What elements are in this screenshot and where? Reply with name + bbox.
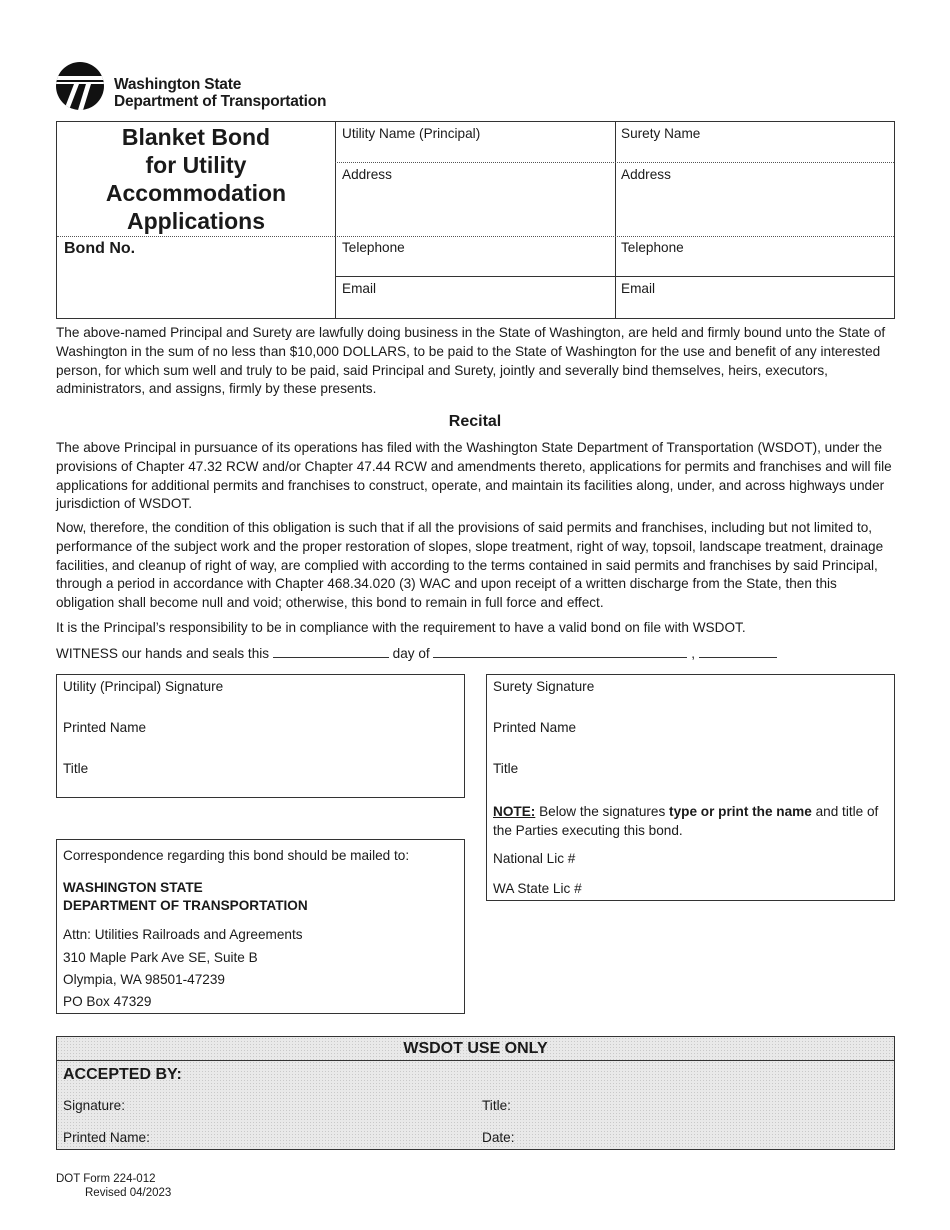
divider (615, 122, 616, 318)
org-name-line2: Department of Transportation (114, 93, 327, 110)
responsibility-paragraph: It is the Principal’s responsibility to be in compliance with the requirement to have a valid bond on file with WSDOT. (56, 620, 746, 635)
surety-signature-field[interactable]: Surety Signature (493, 679, 595, 694)
form-footer (56, 1172, 171, 1200)
wsdot-title-field[interactable]: Title: (482, 1098, 511, 1113)
witness-comma: , (691, 646, 696, 661)
surety-printed-name-field[interactable]: Printed Name (493, 720, 577, 735)
signature-note (493, 802, 889, 840)
national-lic-field[interactable]: National Lic # (493, 851, 576, 866)
witness-year-blank[interactable] (699, 645, 777, 658)
witness-day-of: day of (392, 646, 430, 661)
org-name-line1: Washington State (114, 76, 242, 93)
divider (335, 122, 336, 318)
principal-address-field[interactable]: Address (342, 167, 392, 182)
witness-line (56, 645, 777, 661)
wsdot-date-field[interactable]: Date: (482, 1130, 515, 1145)
accepted-by-label: ACCEPTED BY: (63, 1066, 182, 1083)
surety-email-field[interactable]: Email (621, 281, 655, 296)
mailing-org-line2: DEPARTMENT OF TRANSPORTATION (63, 898, 308, 913)
principal-signature-field[interactable]: Utility (Principal) Signature (63, 679, 224, 694)
surety-address-field[interactable]: Address (621, 167, 671, 182)
principal-signature-box (56, 674, 465, 798)
form-title-line: Blanket Bond (121, 124, 271, 150)
mailing-street: 310 Maple Park Ave SE, Suite B (63, 950, 258, 965)
note-label: NOTE: (493, 804, 536, 819)
witness-prefix: WITNESS our hands and seals this (56, 646, 270, 661)
divider (335, 276, 894, 277)
form-revision: Revised 04/2023 (85, 1187, 172, 1199)
divider (335, 162, 894, 163)
principal-title-field[interactable]: Title (63, 761, 89, 776)
surety-signature-box (486, 674, 895, 901)
recital-heading: Recital (448, 413, 502, 430)
wsdot-logo (56, 62, 366, 112)
mailing-org-line1: WASHINGTON STATE (63, 880, 203, 895)
form-title-line: Applications (126, 208, 265, 234)
mailing-address-box (56, 839, 465, 1014)
bond-no-label: Bond No. (64, 240, 136, 257)
form-title (57, 122, 335, 236)
form-number: DOT Form 224-012 (56, 1173, 156, 1185)
wsdot-use-only-heading: WSDOT USE ONLY (57, 1037, 894, 1061)
mailing-city: Olympia, WA 98501-47239 (63, 972, 225, 987)
principal-name-field[interactable]: Utility Name (Principal) (342, 126, 481, 141)
wsdot-signature-field[interactable]: Signature: (63, 1098, 125, 1113)
surety-title-field[interactable]: Title (493, 761, 519, 776)
form-title-line: Accommodation (105, 180, 287, 206)
recital-paragraph-2: Now, therefore, the condition of this obligation is such that if all the provisions of said permits and franchises, including but not limited to, performance of the subject work and the proper restoration of slopes, slope treatment, right of way, topsoil, landscape treatment, drainage facilities, and cleanup of right of way, are complied with according to the terms contained in said permits and franchises by said Principal, through a period in accordance with Chapter 468.34.020 (3) WAC and upon receipt of a written discharge from the State, then this obligation shall become null and void; otherwise, this bond to remain in full force and effect. (56, 520, 884, 611)
principal-telephone-field[interactable]: Telephone (342, 240, 405, 255)
wsdot-use-only-box (56, 1036, 895, 1150)
mailing-attn: Attn: Utilities Railroads and Agreements (63, 927, 303, 942)
wa-state-lic-field[interactable]: WA State Lic # (493, 881, 582, 896)
bond-header-table (56, 121, 895, 319)
principal-email-field[interactable]: Email (342, 281, 376, 296)
wsdot-logo-icon (56, 62, 106, 112)
mailing-po-box: PO Box 47329 (63, 994, 152, 1009)
witness-day-blank[interactable] (273, 645, 389, 658)
note-emphasis: type or print the name (669, 804, 812, 819)
wsdot-printed-name-field[interactable]: Printed Name: (63, 1130, 150, 1145)
form-title-line: for Utility (145, 152, 247, 178)
mailing-intro: Correspondence regarding this bond should be mailed to: (63, 848, 410, 863)
intro-paragraph: The above-named Principal and Surety are lawfully doing business in the State of Washington, are held and firmly bound unto the State of Washington in the sum of no less than $10,000 DOLLARS, to be paid to the State of Washington for the use and benefit of any interested person, for which sum well and truly to be paid, said Principal and Surety, jointly and severally bind themselves, heirs, executors, administrators, and assigns, firmly by these presents. (56, 325, 886, 397)
surety-telephone-field[interactable]: Telephone (621, 240, 684, 255)
witness-month-blank[interactable] (433, 645, 687, 658)
note-text: and title of the Parties executing this bond. (493, 804, 879, 838)
recital-paragraph-1: The above Principal in pursuance of its operations has filed with the Washington State Department of Transportation (WSDOT), under the provisions of Chapter 47.32 RCW and/or Chapter 47.44 RCW and amendments thereto, applications for permits and franchises and will file applications for additional permits and franchises to construct, operate, and maintain its facilities along, under, and across highways under jurisdiction of WSDOT. (56, 440, 892, 512)
note-text: Below the signatures (535, 804, 670, 819)
surety-name-field[interactable]: Surety Name (621, 126, 701, 141)
divider (335, 236, 894, 237)
divider (57, 236, 335, 237)
principal-printed-name-field[interactable]: Printed Name (63, 720, 147, 735)
